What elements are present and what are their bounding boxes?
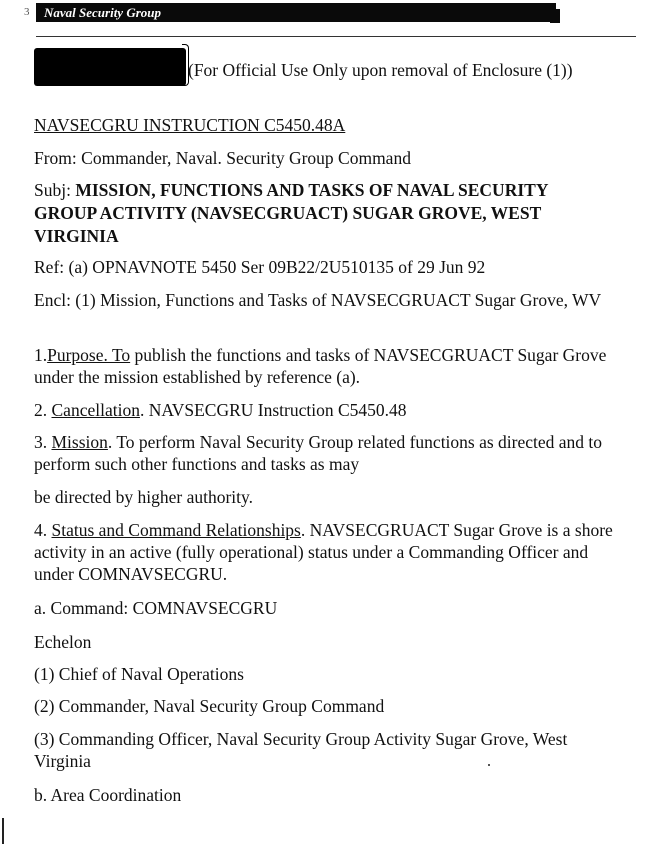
enclosure-line: Encl: (1) Mission, Functions and Tasks of NAVSECGRUACT Sugar Grove, WV [34,290,602,310]
echelon-item: (3) Commanding Officer, Naval Security Group Activity Sugar Grove, West Virginia [34,729,568,771]
fouo-notice: (For Official Use Only upon removal of Enclosure (1)) [188,60,573,80]
reference-line: Ref: (a) OPNAVNOTE 5450 Ser 09B22/2U510135 of 29 Jun 92 [34,257,486,277]
instruction-id [34,114,614,136]
status-num: 4. [34,520,52,540]
cancellation-heading: Cancellation [51,400,140,420]
page-edge-mark [2,818,4,844]
purpose-text: publish the functions and tasks of NAVSECGRUACT Sugar Grove under the mission established by reference (a). [34,345,607,387]
purpose-heading: Purpose. To [47,345,131,365]
mission-heading: Mission [51,432,108,452]
area-coordination-line: b. Area Coordination [34,785,182,805]
status-paragraph [34,519,614,585]
mission-continuation: be directed by higher authority. [34,487,253,507]
header-divider [36,36,636,37]
mission-num: 3. [34,432,52,452]
echelon-item: (2) Commander, Naval Security Group Command [34,696,385,716]
status-text: . NAVSECGRUACT Sugar Grove is a shore activity in an active (fully operational) status under a Commanding Officer and under COMNAVSECGRU. [34,520,613,584]
cancellation-text: . NAVSECGRU Instruction C5450.48 [139,400,407,420]
header-title: Naval Security Group [44,5,161,20]
subject-line [34,179,614,248]
cancellation-num: 2. [34,400,52,420]
purpose-num: 1. [34,345,48,365]
instruction-id-text: NAVSECGRU INSTRUCTION C5450.48A [34,115,346,135]
status-heading: Status and Command Relationships [51,520,301,540]
document-header-bar [36,3,556,22]
cancellation-paragraph [34,399,614,421]
subject-label: Subj: [34,180,76,200]
page-side-mark: 3 [24,6,30,18]
subject-text: MISSION, FUNCTIONS AND TASKS OF NAVAL SECURITY GROUP ACTIVITY (NAVSECGRUACT) SUGAR GROVE, WEST VIRGINIA [34,180,548,246]
echelon-item: (1) Chief of Naval Operations [34,664,244,684]
from-line: From: Commander, Naval. Security Group Command [34,148,411,168]
purpose-paragraph [34,344,614,388]
echelon-label: Echelon [34,632,92,652]
mission-paragraph [34,431,614,475]
scan-speck [488,764,490,766]
mission-text: . To perform Naval Security Group related functions as directed and to perform such other functions and tasks as may [34,432,603,474]
command-line: a. Command: COMNAVSECGRU [34,598,278,618]
